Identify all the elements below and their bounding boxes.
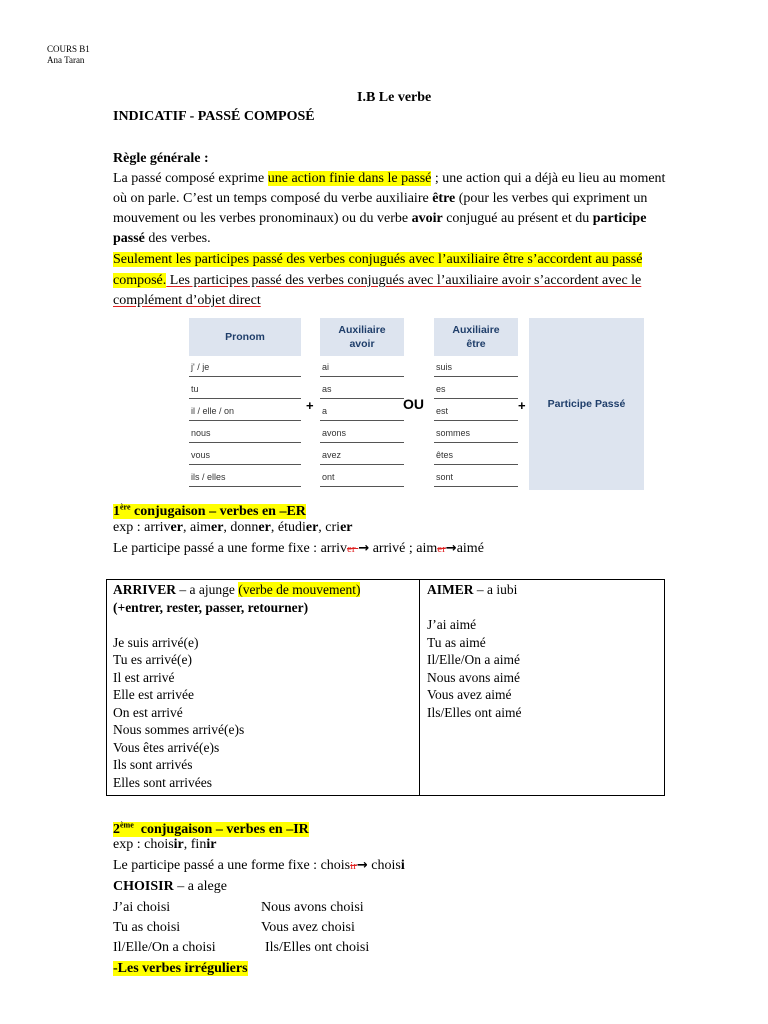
rule-line-7: complément d’objet direct [113, 293, 261, 308]
list-item: Je suis arrivé(e) [113, 634, 199, 650]
plus-sign: + [306, 398, 314, 413]
aimer-column: AIMER – a iubi J’ai aimé Tu as aimé Il/Elle/On a aimé Nous avons aimé Vous avez aimé Ils/Elles ont aimé [427, 582, 522, 720]
page-subtitle: INDICATIF - PASSÉ COMPOSÉ [113, 109, 315, 124]
rule-line-5: Seulement les participes passé des verbes conjugués avec l’auxiliaire être s’accordent au passé [113, 252, 643, 267]
etre-cell: êtes [434, 446, 518, 465]
page-title: I.B Le verbe [357, 90, 432, 105]
list-item: Nous avons choisi [261, 900, 364, 915]
rule-line-6: composé. Les participes passé des verbes conjugués avec l’auxiliaire avoir s’accordent avec le [113, 273, 642, 288]
list-item: Ils/Elles ont aimé [427, 704, 522, 720]
second-conj-rule: Le participe passé a une forme fixe : choisir→ choisi [113, 858, 405, 873]
author-label: Ana Taran [47, 55, 85, 65]
first-conj-heading: 1ère conjugaison – verbes en –ER [113, 502, 306, 519]
list-item: Nous avons aimé [427, 669, 520, 685]
rule-line-3: mouvement ou les verbes pronominaux) ou du verbe avoir conjugué au présent et du participe [113, 211, 647, 226]
rule-heading: Règle générale : [113, 151, 209, 166]
list-item: J’ai aimé [427, 617, 477, 632]
ou-label: OU [403, 396, 424, 412]
rule-line-4: passé des verbes. [113, 231, 211, 246]
arrow-right-icon: → [356, 858, 368, 873]
avoir-cell: as [320, 380, 404, 399]
choisir-title: CHOISIR – a alege [113, 879, 227, 894]
list-item: J’ai choisi [113, 900, 171, 915]
header-pronom: Pronom [189, 318, 301, 356]
arrow-right-icon: → [445, 541, 457, 556]
plus-sign-2: + [518, 398, 526, 413]
etre-cell: sont [434, 468, 518, 487]
avoir-cell: avons [320, 424, 404, 443]
etre-cell: es [434, 380, 518, 399]
list-item: Ils/Elles ont choisi [265, 940, 370, 955]
list-item: Vous avez choisi [261, 920, 355, 935]
list-item: Il/Elle/On a aimé [427, 652, 520, 667]
header-etre: Auxiliaire être [434, 318, 518, 356]
participe-passe-cell: Participe Passé [529, 318, 644, 490]
header-avoir: Auxiliaire avoir [320, 318, 404, 356]
list-item: Nous sommes arrivé(e)s [113, 722, 245, 737]
pronoun-cell: tu [189, 380, 301, 399]
second-conj-heading: 2ème conjugaison – verbes en –IR [113, 820, 309, 837]
first-conj-rule: Le participe passé a une forme fixe : arriver → arrivé ; aimer→aimé [113, 541, 484, 556]
arrow-right-icon: → [358, 541, 370, 556]
etre-cell: sommes [434, 424, 518, 443]
irregular-verbs-heading: -Les verbes irréguliers [113, 961, 248, 976]
etre-cell: est [434, 402, 518, 421]
list-item: Il est arrivé [113, 669, 175, 685]
pronoun-cell: ils / elles [189, 468, 301, 487]
first-conj-examples: exp : arriver, aimer, donner, étudier, crier [113, 520, 353, 535]
list-item: On est arrivé [113, 704, 183, 720]
course-label: COURS B1 [47, 44, 90, 54]
rule-line-1: La passé composé exprime une action finie dans le passé ; une action qui a déjà eu lieu au moment [113, 171, 666, 186]
arriver-column: ARRIVER – a ajunge (verbe de mouvement) (+entrer, rester, passer, retourner) Je suis arrivé(e) Tu es arrivé(e) Il est arrivé Elle est arrivée On est arrivé Nous sommes arrivé(e)s Vous êtes arrivé(e)s Ils sont arrivés Elles sont arrivées [113, 582, 361, 790]
box-divider [419, 580, 420, 795]
avoir-cell: ont [320, 468, 404, 487]
list-item: Tu es arrivé(e) [113, 652, 192, 667]
rule-line-2: où on parle. C’est un temps composé du verbe auxiliaire être (pour les verbes qui expriment un [113, 191, 648, 206]
list-item: Ils sont arrivés [113, 757, 193, 772]
pronoun-cell: nous [189, 424, 301, 443]
list-item: Vous êtes arrivé(e)s [113, 739, 220, 755]
second-conj-examples: exp : choisir, finir [113, 837, 217, 852]
list-item: Tu as aimé [427, 634, 486, 650]
avoir-cell: a [320, 402, 404, 421]
list-item: Elles sont arrivées [113, 774, 212, 790]
list-item: Tu as choisi [113, 920, 181, 935]
pronoun-cell: j' / je [189, 358, 301, 377]
etre-cell: suis [434, 358, 518, 377]
avoir-cell: avez [320, 446, 404, 465]
conjugation-table [189, 318, 644, 490]
list-item: Elle est arrivée [113, 687, 194, 702]
list-item: Vous avez aimé [427, 687, 512, 702]
avoir-cell: ai [320, 358, 404, 377]
pronoun-cell: vous [189, 446, 301, 465]
pronoun-cell: il / elle / on [189, 402, 301, 421]
list-item: Il/Elle/On a choisi [113, 940, 216, 955]
conjugation-box [106, 579, 665, 796]
